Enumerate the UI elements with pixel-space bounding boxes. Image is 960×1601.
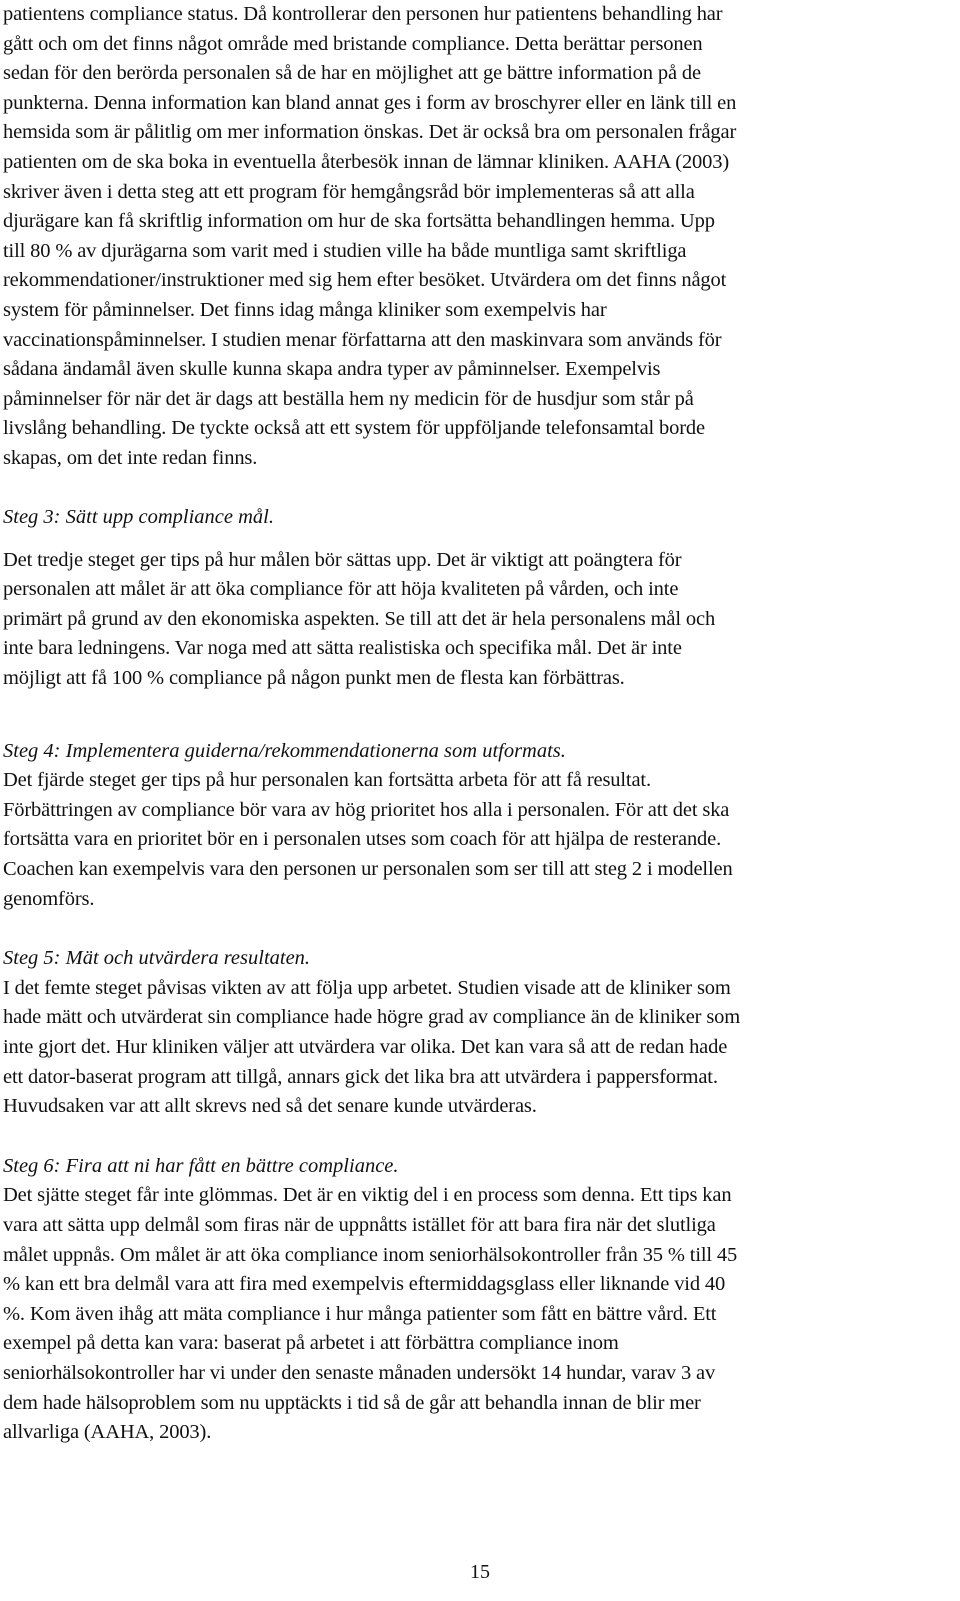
spacer <box>3 1122 951 1152</box>
heading-steg-5: Steg 5: Mät och utvärdera resultaten. <box>3 947 311 970</box>
paragraph-steg-3: Det tredje steget ger tips på hur målen bör sättas upp. Det är viktigt att poängtera för personalen att målet är att öka compliance för att höja kvaliteten på vården, och inte primärt på grund av den ekonomiska aspekten. Se till att det är hela personalens mål och inte bara ledningens. Var noga med att sätta realistiska och specifika mål. Det är inte möjligt att få 100 % compliance på någon punkt men de flesta kan förbättras. <box>3 548 716 690</box>
spacer <box>3 474 951 504</box>
heading-steg-6: Steg 6: Fira att ni har fått en bättre compliance. <box>3 1154 399 1177</box>
spacer <box>3 694 951 724</box>
page-number: 15 <box>470 1561 490 1583</box>
paragraph-steg-6: Det sjätte steget får inte glömmas. Det är en viktig del i en process som denna. Ett tips kan vara att sätta upp delmål som firas när de uppnåtts istället för att bara fira när det slutliga målet uppnås. Om målet är att öka compliance inom seniorhälsokontroller från 35 % till 45 % kan ett bra delmål vara att fira med exempelvis eftermiddagsglass eller liknande vid 40 %. Kom även ihåg att mäta compliance i hur många patienter som fått en bättre vård. Ett exempel på detta kan vara: baserat på arbetet i att förbättra compliance inom seniorhälsokontroller har vi under den senaste månaden undersökt 14 hundar, varav 3 av dem hade hälsoproblem som nu upptäckts i tid så de går att behandla innan de blir mer allvarliga (AAHA, 2003). <box>3 1184 738 1444</box>
spacer <box>3 914 951 944</box>
document-page <box>3 0 951 1448</box>
paragraph-steg-5: I det femte steget påvisas vikten av att följa upp arbetet. Studien visade att de kliniker som hade mätt och utvärderat sin compliance hade högre grad av compliance än de kliniker som inte gjort det. Hur kliniken väljer att utvärdera var olika. Det kan vara så att de redan hade ett dator-baserat program att tillgå, annars gick det lika bra att utvärdera i pappersformat. Huvudsaken var att allt skrevs ned så det senare kunde utvärderas. <box>3 976 741 1118</box>
paragraph-step2-continued: patientens compliance status. Då kontrollerar den personen hur patientens behandling har gått och om det finns något område med bristande compliance. Detta berättar personen sedan för den berörda personalen så de har en möjlighet att ge bättre information på de punkterna. Denna information kan bland annat ges i form av broschyrer eller en länk till en hemsida som är pålitlig om mer information önskas. Det är också bra om personalen frågar patienten om de ska boka in eventuella återbesök innan de lämnar kliniken. AAHA (2003) skriver även i detta steg att ett program för hemgångsråd bör implementeras så att alla djurägare kan få skriftlig information om hur de ska fortsätta behandlingen hemma. Upp till 80 % av djurägarna som varit med i studien ville ha både muntliga samt skriftliga rekommendationer/instruktioner med sig hem efter besöket. Utvärdera om det finns något system för påminnelser. Det finns idag många kliniker som exempelvis har vaccinationspåminnelser. I studien menar författarna att den maskinvara som används för sådana ändamål även skulle kunna skapa andra typer av påminnelser. Exempelvis påminnelser för när det är dags att beställa hem ny medicin för de husdjur som står på livslång behandling. De tyckte också att ett system för uppföljande telefonsamtal borde skapas, om det inte redan finns. <box>3 3 737 469</box>
paragraph-steg-4: Det fjärde steget ger tips på hur personalen kan fortsätta arbeta för att få resultat. Förbättringen av compliance bör vara av hög prioritet hos alla i personalen. För att det ska fortsätta vara en prioritet bör en i personalen utses som coach för att hjälpa de resterande. Coachen kan exempelvis vara den personen ur personalen som ser till att steg 2 i modellen genomförs. <box>3 769 733 910</box>
spacer <box>3 533 951 546</box>
heading-steg-4: Steg 4: Implementera guiderna/rekommendationerna som utformats. <box>3 739 566 762</box>
spacer <box>3 724 951 737</box>
heading-steg-3: Steg 3: Sätt upp compliance mål. <box>3 506 275 529</box>
